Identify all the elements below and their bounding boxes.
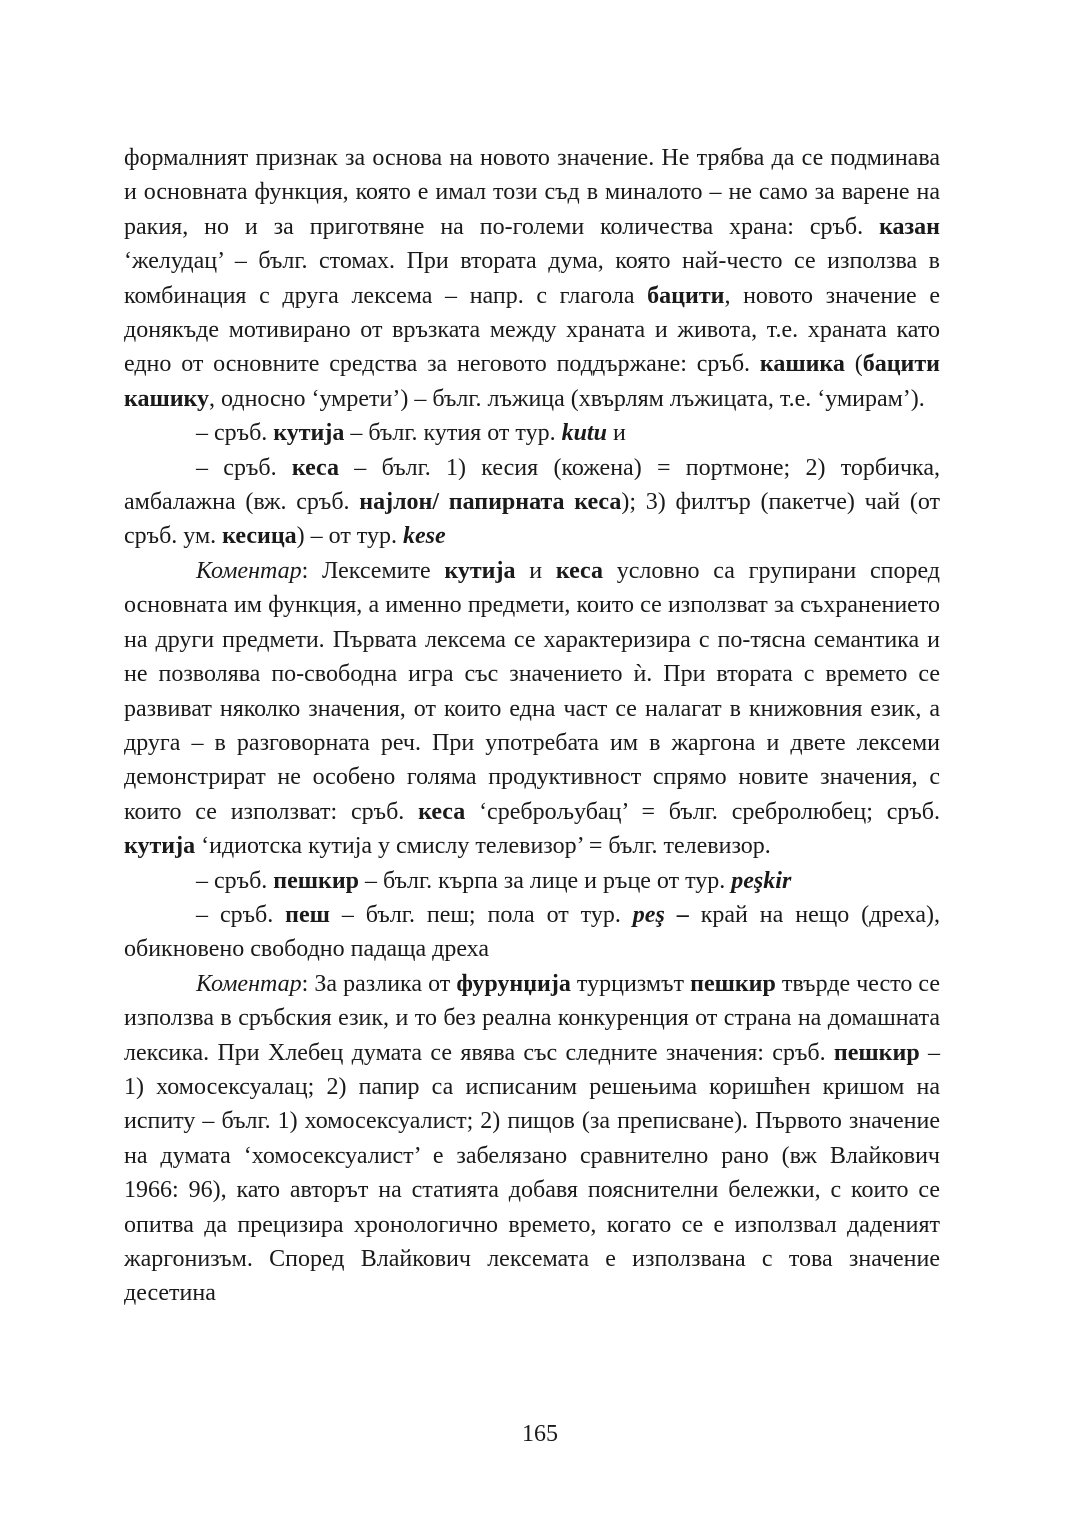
bold-italic-etymon: kutu bbox=[561, 420, 607, 447]
italic-label: Коментар bbox=[196, 970, 302, 997]
text-run: твърде често се използва в сръбския език, и то без реална конкуренция от страна на домашната лексика. При Хлебец думата се явява със следните значения: сръб. bbox=[124, 970, 941, 1066]
text-run: – 1) хомосексуалац; 2) папир са исписаним решењима коришћен кришом на испиту – бълг. 1) хомосексуалист; 2) пищов (за преписване). Първото значение на думата ‘хомосексуалист’ е забелязано сравнително рано (вж Влайкович 1966: 96), като авторът на статията добавя пояснителни бележки, с които се опитва да прецизира хронологично времето, когато се е използвал даденият жаргонизъм. Според Влайкович лексемата е използвана с това значение десетина bbox=[124, 1039, 941, 1307]
text-run: – бълг. кърпа за лице и ръце от тур. bbox=[359, 867, 732, 894]
text-run: ); 3) филтър (пакетче) чай (от сръб. ум. bbox=[124, 489, 941, 550]
text-run: и bbox=[515, 557, 556, 584]
text-run: и bbox=[606, 420, 626, 447]
bold-term: кутија bbox=[124, 833, 196, 860]
bold-term: кутија bbox=[273, 420, 345, 447]
bold-italic-etymon: peş bbox=[632, 901, 665, 928]
text-run: – сръб. bbox=[196, 901, 286, 928]
bold-term: кеса bbox=[555, 557, 603, 584]
bold-term: кеса bbox=[418, 798, 466, 825]
text-run: , односно ‘умрети’) – бълг. лъжица (хвърлям лъжицата, т.е. ‘умирам’). bbox=[209, 385, 925, 412]
paragraph-p2 bbox=[124, 416, 940, 450]
italic-label: Коментар bbox=[196, 557, 302, 584]
text-run: турцизмът bbox=[570, 970, 691, 997]
paragraph-p3 bbox=[124, 451, 940, 554]
bold-term: пешкир bbox=[833, 1039, 920, 1066]
bold-italic-etymon: kese bbox=[402, 523, 446, 550]
text-run: ) – от тур. bbox=[296, 523, 403, 550]
paragraph-p1 bbox=[124, 141, 940, 416]
bold-term: кесица bbox=[222, 523, 297, 550]
bold-term: бацити кашику bbox=[124, 351, 940, 412]
bold-term: најлон/ папирната кеса bbox=[359, 489, 622, 516]
text-run: : За разлика от bbox=[301, 970, 457, 997]
text-run: ( bbox=[844, 351, 863, 378]
text-run: формалният признак за основа на новото значение. Не трябва да се подминава и основната функция, която е имал този съд в миналото – не само за варене на ракия, но и за приготвяне на по-големи количества храна: сръб. bbox=[124, 145, 940, 240]
paragraph-p6 bbox=[124, 898, 940, 967]
bold-term: кутија bbox=[444, 557, 516, 584]
text-run: – бълг. пеш; пола от тур. bbox=[329, 901, 633, 928]
text-run: – сръб. bbox=[196, 420, 274, 447]
bold-term: пешкир bbox=[273, 867, 360, 894]
text-run: край на нещо (дреха), обикновено свободно падаща дреха bbox=[124, 901, 941, 963]
paragraph-p4 bbox=[124, 554, 940, 864]
bold-term: фурунџија bbox=[456, 970, 571, 997]
bold-term: пешкир bbox=[690, 970, 776, 997]
text-run: – бълг. 1) кесия (кожена) = портмоне; 2) торбичка, амбалажна (вж. сръб. bbox=[124, 454, 941, 516]
bold-term: – bbox=[664, 901, 689, 928]
text-run: – сръб. bbox=[196, 454, 292, 481]
bold-italic-etymon: peşkir bbox=[731, 867, 792, 894]
paragraph-p7 bbox=[124, 967, 940, 1311]
text-run: – бълг. кутия от тур. bbox=[344, 420, 562, 447]
paragraph-p5 bbox=[124, 864, 940, 898]
body-text bbox=[124, 141, 940, 1311]
text-run: – сръб. bbox=[196, 867, 274, 894]
bold-term: кашика bbox=[759, 351, 845, 378]
bold-term: бацити bbox=[647, 282, 725, 309]
bold-term: кеса bbox=[291, 454, 339, 481]
text-run: ‘идиотска кутија у смислу телевизор’ = бълг. телевизор. bbox=[195, 833, 771, 860]
text-run: ‘среброљубац’ = бълг. сребролюбец; сръб. bbox=[465, 798, 941, 825]
bold-term: казан bbox=[879, 213, 940, 240]
page-number: 165 bbox=[522, 1421, 558, 1447]
bold-term: пеш bbox=[285, 901, 330, 928]
text-run: : Лексемите bbox=[301, 557, 445, 584]
text-run: условно са групирани според основната им функция, а именно предмети, които се използват за съхранението на други предмети. Първата лексема се характеризира с по-тясна семантика и не позволява по-свободна игра със значението ѝ. При втората с времето се развиват няколко значения, от които една част се налагат в книжовния език, а друга – в разговорната реч. При употребата им в жаргона и двете лексеми демонстрират не особено голяма продуктивност спрямо новите значения, с които се използват: сръб. bbox=[124, 557, 941, 825]
text-run: , новото значение е донякъде мотивирано от връзката между храната и живота, т.е. храната като едно от основните средства за неговото поддържане: сръб. bbox=[124, 282, 940, 378]
text-run: ‘желудац’ – бълг. стомах. При втората дума, която най-често се използва в комбинация с друга лексема – напр. с глагола bbox=[124, 248, 940, 309]
